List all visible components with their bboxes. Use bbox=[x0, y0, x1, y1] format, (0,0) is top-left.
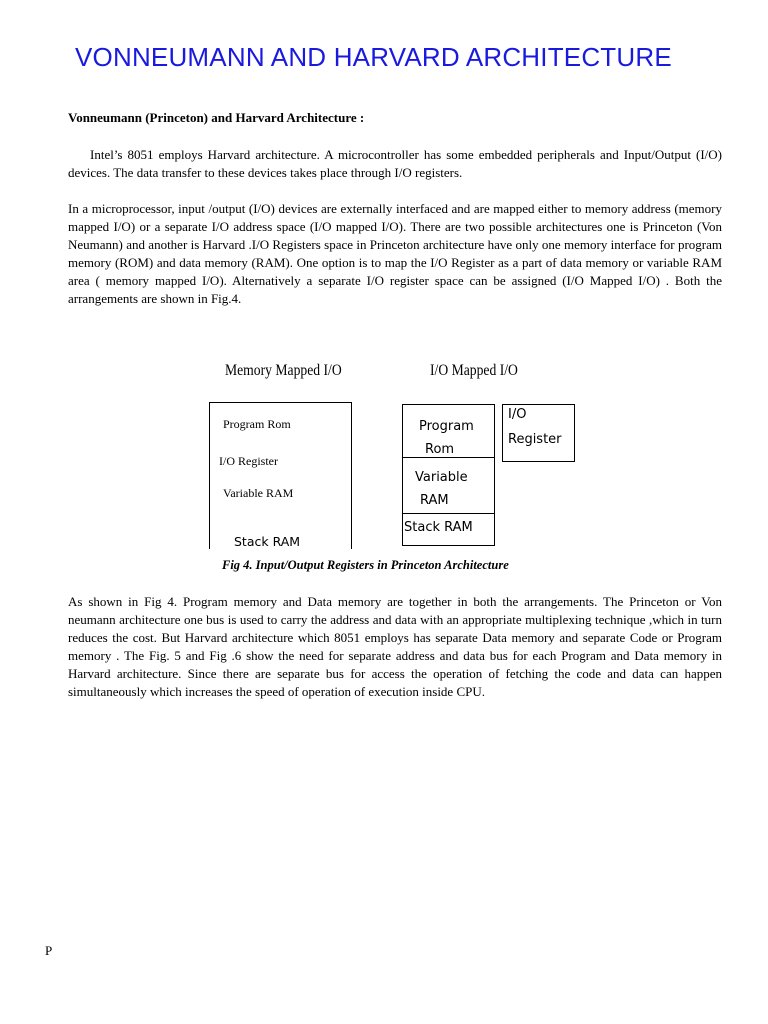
io-label: I/O bbox=[508, 407, 527, 422]
paragraph-io-mapping: In a microprocessor, input /output (I/O) devices are externally interfaced and are mapped either to memory address (memory mapped I/O) or a separate I/O address space (I/O mapped I/O). There are two possible architectures one is Princeton (Von Neumann) and another is Harvard .I/O Registers space in Princeton architecture have only one memory interface for program memory (ROM) and data memory (RAM). One option is to map the I/O Register as a part of data memory or variable RAM area ( memory mapped I/O). Alternatively a separate I/O register space can be assigned (I/O Mapped I/O) . Both the arrangements are shown in Fig.4. bbox=[68, 201, 722, 306]
rom-label: Rom bbox=[425, 442, 455, 457]
program-rom-label: Program Rom bbox=[223, 417, 291, 431]
variable-ram-label: Variable RAM bbox=[223, 486, 294, 500]
register-label: Register bbox=[508, 432, 562, 447]
page-marker: P bbox=[45, 943, 53, 958]
section-subheading: Vonneumann (Princeton) and Harvard Architecture : bbox=[68, 110, 365, 125]
io-register-label: I/O Register bbox=[219, 454, 278, 468]
stack-ram-label: Stack RAM bbox=[234, 534, 301, 549]
memory-mapped-heading: Memory Mapped I/O bbox=[225, 362, 342, 379]
program-rom-box bbox=[402, 404, 495, 458]
memory-mapped-box bbox=[209, 402, 352, 549]
stack-ram-box bbox=[402, 513, 495, 546]
program-label: Program bbox=[419, 419, 474, 434]
ram-label: RAM bbox=[420, 493, 449, 508]
paragraph-intro: Intel’s 8051 employs Harvard architecture. A microcontroller has some embedded peripherals and Input/Output (I/O) devices. The data transfer to these devices takes place through I/O registers. bbox=[68, 147, 722, 180]
io-register-box bbox=[502, 404, 575, 462]
figure-caption: Fig 4. Input/Output Registers in Princeton Architecture bbox=[222, 558, 509, 572]
page-title: VONNEUMANN AND HARVARD ARCHITECTURE bbox=[75, 42, 672, 72]
io-mapped-heading: I/O Mapped I/O bbox=[430, 362, 518, 379]
paragraph-harvard: As shown in Fig 4. Program memory and Data memory are together in both the arrangements. The Princeton or Von neumann architecture one bus is used to carry the address and data with an appropriate multiplexing technique ,which in turn reduces the cost. But Harvard architecture which 8051 employs has separate Data memory and separate Code or Program memory . The Fig. 5 and Fig .6 show the need for separate address and data bus for each Program and Data memory in Harvard architecture. Since there are separate bus for access the operation of fetching the code and data can happen simultaneously which increases the speed of operation of execution inside CPU. bbox=[68, 594, 722, 699]
variable-label: Variable bbox=[415, 470, 468, 485]
stack-ram-label-io: Stack RAM bbox=[404, 520, 473, 535]
variable-ram-box bbox=[402, 457, 495, 514]
